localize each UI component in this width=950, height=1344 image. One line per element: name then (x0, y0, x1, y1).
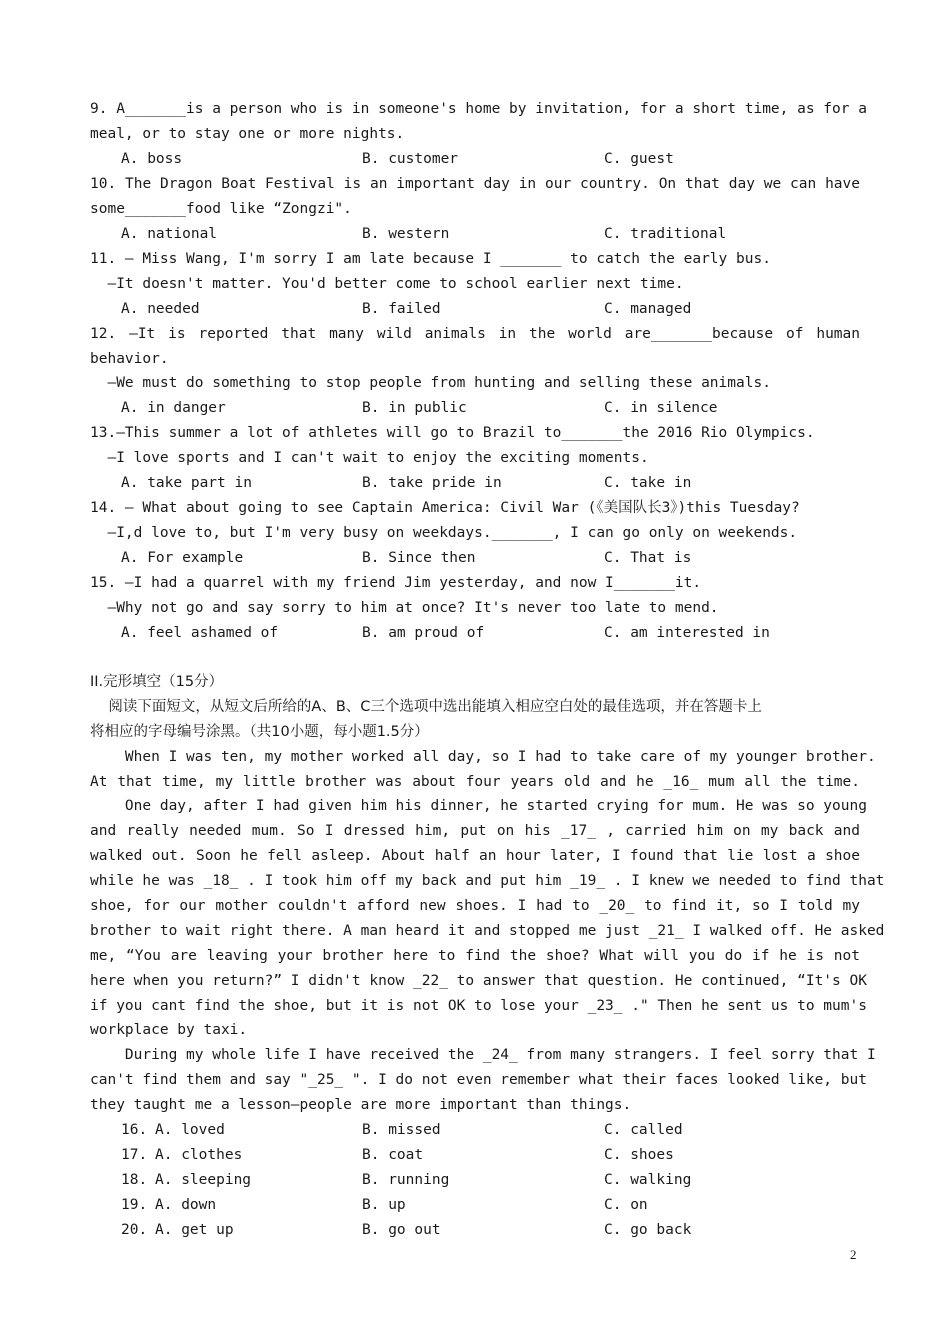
q13-option-a: A. take part in (121, 475, 252, 491)
passage-line: they taught me a lesson—people are more important than things. (90, 1097, 632, 1113)
q12-line3: —We must do something to stop people from hunting and selling these animals. (90, 375, 771, 391)
cloze-number: 18. (121, 1172, 148, 1188)
cloze-option-a: A. down (155, 1197, 217, 1213)
passage-line: here when you return?” I didn't know _22_ to answer that question. He continued, “It's OK (90, 973, 867, 989)
q9-line2: meal, or to stay one or more nights. (90, 126, 405, 142)
q11-line1: 11. — Miss Wang, I'm sorry I am late because I _______ to catch the early bus. (90, 251, 771, 267)
passage-line: and really needed mum. So I dressed him, put on his _17_ , carried him on my back and (90, 823, 860, 839)
cloze-option-b: B. running (362, 1172, 450, 1188)
q10-line1: 10. The Dragon Boat Festival is an important day in our country. On that day we can have (90, 176, 860, 192)
cloze-option-c: C. go back (604, 1222, 692, 1238)
cloze-option-a: A. loved (155, 1122, 225, 1138)
q14-option-b: B. Since then (362, 550, 476, 566)
q11-line2: —It doesn't matter. You'd better come to school earlier next time. (90, 276, 684, 292)
q9-option-c: C. guest (604, 151, 674, 167)
passage-line: brother to wait right there. A man heard it and stopped me just _21_ I walked off. He asked (90, 923, 885, 939)
q13-line2: —I love sports and I can't wait to enjoy the exciting moments. (90, 450, 649, 466)
cloze-number: 16. (121, 1122, 148, 1138)
q12-option-c: C. in silence (604, 400, 718, 416)
q10-line2: some_______food like “Zongzi".​ (90, 201, 352, 217)
section-instruction-1: 阅读下面短文，从短文后所给的A、B、C三个选项中选出能填入相应空白处的最佳选项，并在答题卡上 (90, 699, 762, 715)
cloze-option-a: A. sleeping (155, 1172, 252, 1188)
q9-option-a: A. boss (121, 151, 183, 167)
q14-line2: —I,d love to, but I'm very busy on weekdays._______, I can go only on weekends. (90, 525, 798, 541)
q12-option-b: B. in public (362, 400, 467, 416)
q11-option-c: C. managed (604, 301, 692, 317)
q12-line1: 12. —It is reported that many wild animals in the world are_______because of human (90, 326, 860, 342)
q15-line1: 15. —I had a quarrel with my friend Jim yesterday, and now I_______it. (90, 575, 702, 591)
q13-line1: 13.—This summer a lot of athletes will go to Brazil to_______the 2016 Rio Olympics. (90, 425, 815, 441)
cloze-option-a: A. get up (155, 1222, 234, 1238)
passage-line: workplace by taxi. (90, 1022, 248, 1038)
cloze-number: 20. (121, 1222, 148, 1238)
passage-line: while he was _18_ . I took him off my back and put him _19_ . I knew we needed to find that (90, 873, 885, 889)
q15-option-b: B. am proud of (362, 625, 485, 641)
passage-line: When I was ten, my mother worked all day, so I had to take care of my younger brother. (90, 749, 876, 765)
q13-option-c: C. take in (604, 475, 692, 491)
cloze-option-a: A. clothes (155, 1147, 243, 1163)
q15-line2: —Why not go and say sorry to him at once? It's never too late to mend. (90, 600, 719, 616)
q11-option-b: B. failed (362, 301, 441, 317)
section-instruction-2: 将相应的字母编号涂黑。（共10小题，每小题1.5分） (90, 724, 429, 740)
q14-line1: 14. — What about going to see Captain America: Civil War (《美国队长3》)this Tuesday? (90, 500, 800, 516)
q12-line2: behavior. (90, 351, 169, 367)
cloze-number: 19. (121, 1197, 148, 1213)
cloze-option-c: C. on (604, 1197, 648, 1213)
cloze-option-b: B. missed (362, 1122, 441, 1138)
q9-line1: 9. A_______is a person who is in someone's home by invitation, for a short time, as for a (90, 101, 867, 117)
passage-line: can't find them and say "_25_ ". I do not even remember what their faces looked like, but (90, 1072, 867, 1088)
passage-line: One day, after I had given him his dinner, he started crying for mum. He was so young (90, 798, 867, 814)
q12-option-a: A. in danger (121, 400, 226, 416)
q11-option-a: A. needed (121, 301, 200, 317)
cloze-option-c: C. shoes (604, 1147, 674, 1163)
passage-line: shoe, for our mother couldn't afford new shoes. I had to _20_ to find it, so I told my (90, 898, 860, 914)
cloze-number: 17. (121, 1147, 148, 1163)
q10-option-c: C. traditional (604, 226, 727, 242)
q15-option-c: C. am interested in (604, 625, 770, 641)
cloze-option-b: B. up (362, 1197, 406, 1213)
passage-line: me, “You are leaving your brother here to find the shoe? What will you do if he is not (90, 948, 860, 964)
passage-line: walked out. Soon he fell asleep. About half an hour later, I found that lie lost a shoe (90, 848, 860, 864)
q14-option-c: C. That is (604, 550, 692, 566)
cloze-option-c: C. called (604, 1122, 683, 1138)
q9-option-b: B. customer (362, 151, 459, 167)
q10-option-a: A. national (121, 226, 218, 242)
q15-option-a: A. feel ashamed of (121, 625, 279, 641)
cloze-option-b: B. go out (362, 1222, 441, 1238)
q13-option-b: B. take pride in (362, 475, 502, 491)
passage-line: During my whole life I have received the _24_ from many strangers. I feel sorry that I (90, 1047, 876, 1063)
cloze-option-c: C. walking (604, 1172, 692, 1188)
passage-line: if you cant find the shoe, but it is not OK to lose your _23_ ." Then he sent us to mum's (90, 998, 867, 1014)
passage-line: At that time, my little brother was about four years old and he _16_ mum all the time. (90, 774, 860, 790)
page-number: 2 (850, 1247, 857, 1262)
q10-option-b: B. western (362, 226, 450, 242)
section-heading: II.完形填空（15分） (90, 674, 224, 690)
q14-option-a: A. For example (121, 550, 244, 566)
cloze-option-b: B. coat (362, 1147, 424, 1163)
